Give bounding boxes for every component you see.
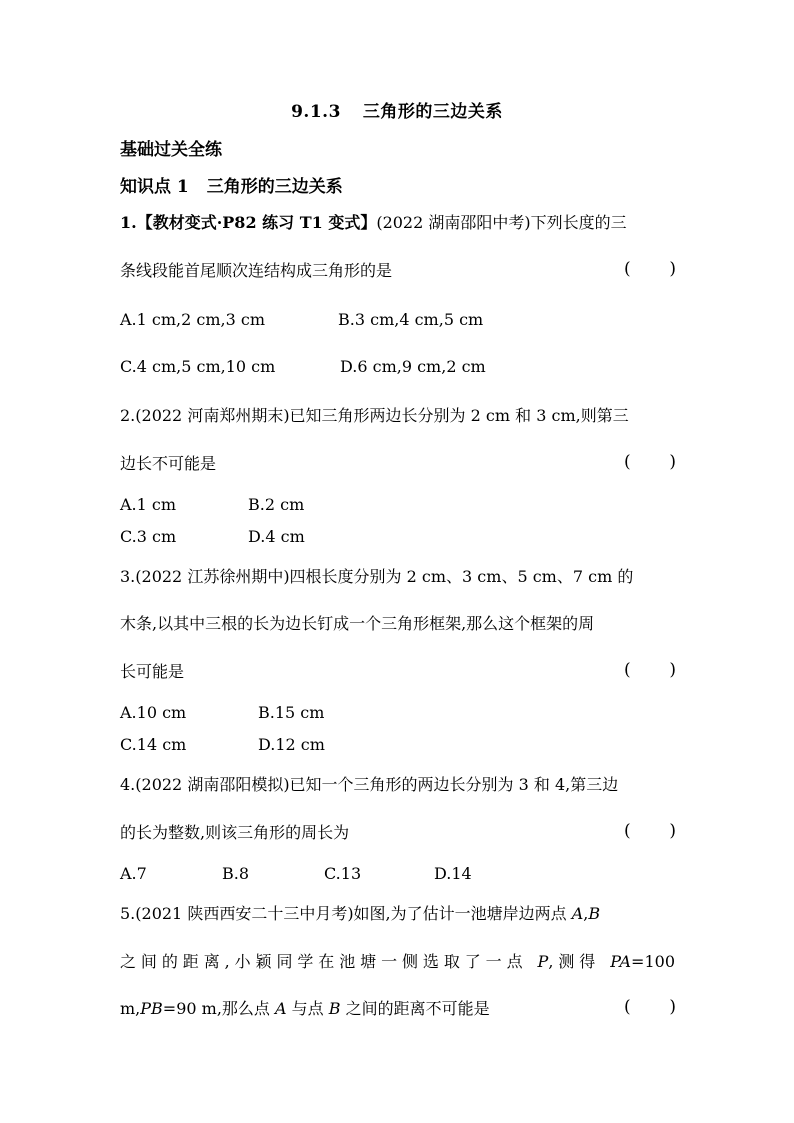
- q2-line1: 2.(2022 河南郑州期末)已知三角形两边长分别为 2 cm 和 3 cm,则第三: [120, 406, 629, 425]
- title-number: 9.1.3: [291, 102, 341, 122]
- q5-line2-text: 之间的距离,小颖同学在池塘一侧选取了一点: [120, 952, 538, 971]
- q5-line3-mid2: 与点: [286, 999, 329, 1018]
- q5-var-pb: PB: [140, 999, 163, 1018]
- page-title: [0, 97, 794, 122]
- q4-option-b: B.8: [222, 864, 250, 883]
- q5-line2: [120, 950, 675, 974]
- q4-line1: 4.(2022 湖南邵阳模拟)已知一个三角形的两边长分别为 3 和 4,第三边: [120, 775, 619, 794]
- q2-paren-close: ): [669, 452, 676, 472]
- q5-paren-open: (: [624, 997, 631, 1017]
- q1-option-b: B.3 cm,4 cm,5 cm: [338, 310, 484, 329]
- q5-line1: [120, 902, 675, 926]
- q5-line2-mid: ,测得: [548, 952, 611, 971]
- q2-answer-bracket: [624, 452, 676, 472]
- q5-var-a2: A: [275, 999, 287, 1018]
- knowledge-point-heading: [120, 172, 343, 197]
- q2-option-c: C.3 cm: [120, 527, 177, 546]
- q1-option-c: C.4 cm,5 cm,10 cm: [120, 357, 276, 376]
- q1-answer-bracket: [624, 259, 676, 279]
- q5-line3-end: 之间的距离不可能是: [340, 999, 490, 1018]
- q5-var-b: B: [588, 904, 601, 923]
- q3-option-b: B.15 cm: [258, 703, 325, 722]
- q4-paren-open: (: [624, 821, 631, 841]
- q3-line1: 3.(2022 江苏徐州期中)四根长度分别为 2 cm、3 cm、5 cm、7 cm 的: [120, 567, 634, 586]
- q5-line3: [120, 997, 675, 1021]
- q2-option-d: D.4 cm: [248, 527, 305, 546]
- q5-line3-mid: =90 m,那么点: [162, 999, 275, 1018]
- q3-paren-close: ): [669, 660, 676, 680]
- q4-paren-close: ): [669, 821, 676, 841]
- q4-option-d: D.14: [434, 864, 472, 883]
- q4-line2: 的长为整数,则该三角形的周长为: [120, 823, 350, 842]
- q4-option-c: C.13: [324, 864, 362, 883]
- q3-option-a: A.10 cm: [120, 703, 187, 722]
- q1-paren-close: ): [669, 259, 676, 279]
- q3-paren-open: (: [624, 660, 631, 680]
- q5-comma: ,: [583, 904, 589, 923]
- q1-option-d: D.6 cm,9 cm,2 cm: [340, 357, 486, 376]
- q5-line3-start: m,: [120, 999, 141, 1018]
- q1-line1: [120, 211, 675, 235]
- q5-paren-close: ): [669, 997, 676, 1017]
- q5-line1-text: 5.(2021 陕西西安二十三中月考)如图,为了估计一池塘岸边两点: [120, 904, 572, 923]
- q5-var-b2: B: [328, 999, 341, 1018]
- q3-option-c: C.14 cm: [120, 735, 187, 754]
- q2-line2: 边长不可能是: [120, 454, 217, 473]
- q1-option-a: A.1 cm,2 cm,3 cm: [120, 310, 266, 329]
- q1-tag: 【教材变式·P82 练习 T1 变式】: [136, 213, 377, 232]
- q5-var-a: A: [571, 904, 584, 923]
- q1-line2: 条线段能首尾顺次连结构成三角形的是: [120, 261, 393, 280]
- q3-line3: 长可能是: [120, 662, 185, 681]
- q5-line2-end: =100: [631, 952, 675, 971]
- knowledge-point-label: 知识点 1: [120, 177, 189, 197]
- q4-answer-bracket: [624, 821, 676, 841]
- title-text: 三角形的三边关系: [362, 102, 503, 122]
- q1-number: 1.: [120, 213, 137, 232]
- q5-answer-bracket: [624, 997, 676, 1017]
- q1-line1-rest: (2022 湖南邵阳中考)下列长度的三: [376, 213, 627, 232]
- q5-var-pa: PA: [610, 952, 632, 971]
- q3-line2: 木条,以其中三根的长为边长钉成一个三角形框架,那么这个框架的周: [120, 614, 595, 633]
- q2-option-b: B.2 cm: [248, 495, 305, 514]
- knowledge-point-text: 三角形的三边关系: [206, 177, 343, 197]
- q2-option-a: A.1 cm: [120, 495, 177, 514]
- q2-paren-open: (: [624, 452, 631, 472]
- q4-option-a: A.7: [120, 864, 147, 883]
- section-heading: 基础过关全练: [120, 140, 222, 160]
- q3-answer-bracket: [624, 660, 676, 680]
- q1-paren-open: (: [624, 259, 631, 279]
- q5-var-p: P: [537, 952, 549, 971]
- q3-option-d: D.12 cm: [258, 735, 325, 754]
